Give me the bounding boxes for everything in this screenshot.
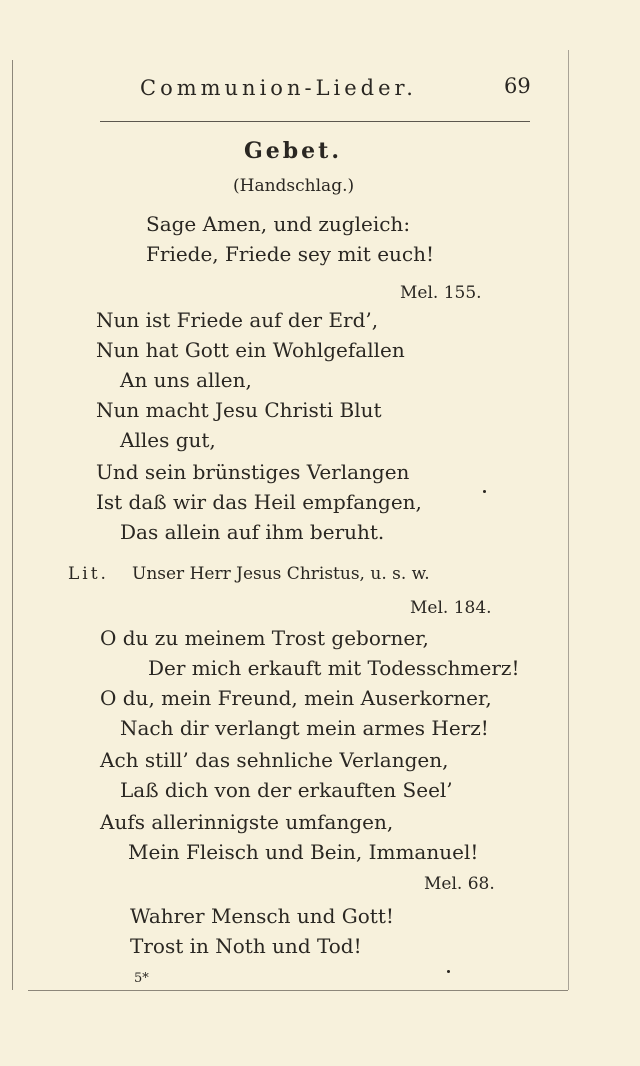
verse-line: Und sein brünstiges Verlangen (96, 460, 410, 484)
page-edge-left (12, 60, 13, 990)
page-number: 69 (504, 74, 531, 98)
verse-line: Ach still’ das sehnliche Verlangen, (100, 748, 449, 772)
verse-line: O du, mein Freund, mein Auserkorner, (100, 686, 492, 710)
verse-line: Nun hat Gott ein Wohlgefallen (96, 338, 405, 362)
verse-line: Aufs allerinnigste umfangen, (100, 810, 394, 834)
verse-line: Das allein auf ihm beruht. (120, 520, 385, 544)
verse-line: Laß dich von der erkauften Seel’ (120, 778, 453, 802)
verse-line: Alles gut, (120, 428, 216, 452)
verse-line: Sage Amen, und zugleich: (146, 212, 411, 236)
page-edge-bottom (28, 990, 568, 991)
verse-line: Nach dir verlangt mein armes Herz! (120, 716, 489, 740)
verse-line: An uns allen, (120, 368, 252, 392)
section-subtitle: (Handschlag.) (233, 176, 355, 196)
verse-line: Mein Fleisch und Bein, Immanuel! (128, 840, 479, 864)
section-title: Gebet. (244, 138, 342, 164)
page-edge-right (568, 50, 569, 990)
litany-label: Lit. (68, 564, 109, 584)
verse-line: Nun macht Jesu Christi Blut (96, 398, 382, 422)
ink-speck (447, 970, 450, 973)
verse-line: Ist daß wir das Heil empfangen, (96, 490, 422, 514)
verse-line: Nun ist Friede auf der Erd’, (96, 308, 379, 332)
verse-line: Der mich erkauft mit Todesschmerz! (148, 656, 520, 680)
verse-line: Trost in Noth und Tod! (130, 934, 362, 958)
verse-line: O du zu meinem Trost geborner, (100, 626, 429, 650)
melody-reference: Mel. 155. (400, 283, 482, 303)
litany-text: Unser Herr Jesus Christus, u. s. w. (132, 564, 430, 584)
verse-line: Friede, Friede sey mit euch! (146, 242, 435, 266)
melody-reference: Mel. 184. (410, 598, 492, 618)
melody-reference: Mel. 68. (424, 874, 495, 894)
header-rule (100, 121, 530, 122)
signature-mark: 5* (134, 971, 149, 986)
running-header: Communion-Lieder. (140, 76, 417, 100)
ink-speck (483, 490, 486, 493)
verse-line: Wahrer Mensch und Gott! (130, 904, 394, 928)
